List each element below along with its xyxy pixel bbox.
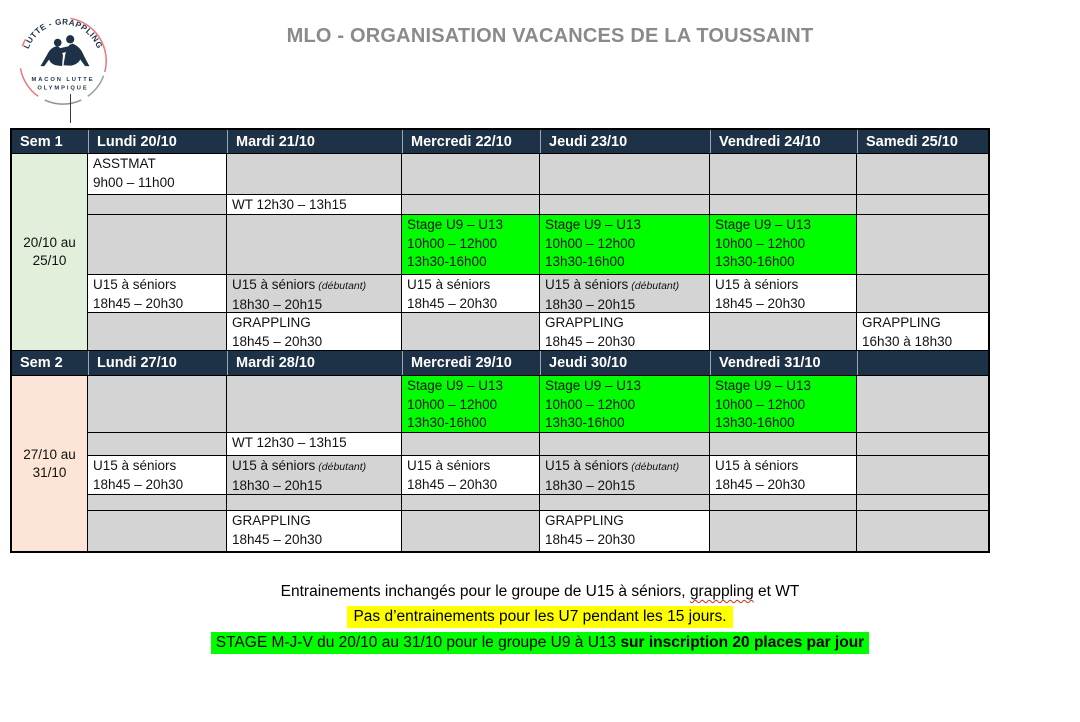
schedule-cell <box>88 215 226 274</box>
cell-text: 10h00 – 12h00 <box>545 396 636 412</box>
schedule-cell <box>540 313 709 350</box>
cell-line <box>232 314 401 333</box>
cell-text: 13h30-16h00 <box>545 415 625 430</box>
cell-line <box>407 377 539 396</box>
cell-text: 10h00 – 12h00 <box>407 235 498 251</box>
schedule-cell <box>710 275 856 312</box>
cell-line <box>232 276 401 296</box>
week-label: Sem 1 <box>12 130 87 153</box>
cell-line <box>545 396 709 415</box>
schedule-cell <box>710 215 856 274</box>
schedule-cell <box>857 456 988 494</box>
cell-text: 18h45 – 20h30 <box>232 531 323 547</box>
club-logo <box>15 10 111 106</box>
cell-line <box>545 235 709 254</box>
cell-line <box>407 253 539 272</box>
schedule-cell <box>710 195 856 214</box>
schedule-cell <box>88 376 226 432</box>
cell-text: 16h30 à 18h30 <box>862 333 953 349</box>
cell-line <box>407 295 539 313</box>
day-header: Vendredi 24/10 <box>710 130 856 153</box>
schedule-cell <box>857 495 988 510</box>
schedule-cell <box>857 275 988 312</box>
cell-line <box>407 235 539 254</box>
cell-line <box>407 414 539 432</box>
cell-line <box>862 333 988 351</box>
cell-line <box>715 295 856 313</box>
day-header: Lundi 20/10 <box>88 130 226 153</box>
cell-line <box>93 276 226 295</box>
cell-line <box>407 476 539 495</box>
note1-pre: Entrainements inchangés pour le groupe de U15 à séniors, <box>280 583 690 600</box>
week-range-line: 31/10 <box>32 464 67 480</box>
day-header: Mardi 21/10 <box>227 130 401 153</box>
schedule-cell <box>402 511 539 551</box>
cell-line <box>545 296 709 313</box>
cell-line <box>93 155 226 174</box>
wrestlers-icon <box>40 35 89 66</box>
cell-text: WT 12h30 – 13h15 <box>232 197 347 212</box>
schedule-cell <box>88 511 226 551</box>
schedule-cell <box>227 433 401 455</box>
cell-text: Stage U9 – U13 <box>545 217 642 232</box>
day-header: Samedi 25/10 <box>857 130 988 153</box>
schedule-cell <box>402 275 539 312</box>
note-unchanged-trainings <box>0 583 1080 601</box>
week-range-line: 20/10 au <box>23 235 76 250</box>
cell-line <box>715 476 856 495</box>
note3-highlight <box>211 632 869 654</box>
schedule-cell <box>710 433 856 455</box>
cell-text: 18h30 – 20h15 <box>545 477 636 493</box>
schedule-cell <box>227 195 401 214</box>
schedule-cell <box>402 456 539 494</box>
cell-text: 13h30-16h00 <box>407 254 487 269</box>
schedule-cell <box>540 433 709 455</box>
cell-text: Stage U9 – U13 <box>407 217 504 232</box>
cell-line <box>545 457 709 477</box>
week-header-row <box>12 130 988 153</box>
cell-line <box>232 296 401 313</box>
cell-text: 10h00 – 12h00 <box>715 235 806 251</box>
cell-text: GRAPPLING <box>232 513 311 528</box>
cell-text: U15 à séniors <box>93 277 177 292</box>
cell-line <box>93 457 226 476</box>
cell-text: U15 à séniors <box>545 277 629 292</box>
cell-text: 18h30 – 20h15 <box>232 296 323 312</box>
schedule-cell <box>540 215 709 274</box>
schedule-cell <box>540 456 709 494</box>
week-header-row <box>12 351 988 375</box>
cell-line <box>545 512 709 531</box>
cell-text: 18h45 – 20h30 <box>715 476 806 492</box>
schedule-cell <box>402 215 539 274</box>
schedule-cell <box>710 376 856 432</box>
cell-line <box>715 377 856 396</box>
schedule-cell <box>857 195 988 214</box>
schedule-cell <box>227 376 401 432</box>
cell-text: 18h45 – 20h30 <box>545 333 636 349</box>
cell-line <box>545 531 709 550</box>
day-header: Mercredi 29/10 <box>402 351 539 375</box>
cell-note: (débutant) <box>631 461 680 473</box>
note1-post: et WT <box>753 583 800 600</box>
cell-text: WT 12h30 – 13h15 <box>232 435 347 450</box>
cell-text: 18h45 – 20h30 <box>93 476 184 492</box>
cell-line <box>232 477 401 495</box>
cell-line <box>232 196 401 214</box>
schedule-cell <box>88 154 226 194</box>
cell-text: 18h30 – 20h15 <box>232 477 323 493</box>
schedule-cell <box>710 511 856 551</box>
cell-text: 10h00 – 12h00 <box>545 235 636 251</box>
cell-line <box>545 477 709 495</box>
logo-anchor-line <box>70 94 71 123</box>
cell-text: 13h30-16h00 <box>545 254 625 269</box>
cell-text: U15 à séniors <box>715 458 799 473</box>
schedule-cell <box>88 495 226 510</box>
schedule-cell <box>227 313 401 350</box>
cell-line <box>407 276 539 295</box>
cell-note: (débutant) <box>318 461 367 473</box>
day-header: Vendredi 31/10 <box>710 351 856 375</box>
cell-line <box>545 216 709 235</box>
note1-wavy-word: grappling <box>689 583 754 600</box>
cell-line <box>715 216 856 235</box>
cell-line <box>407 457 539 476</box>
schedule-cell <box>227 511 401 551</box>
cell-note: (débutant) <box>318 280 367 292</box>
note-no-u7 <box>0 608 1080 626</box>
cell-text: Stage U9 – U13 <box>545 378 642 393</box>
cell-line <box>715 396 856 415</box>
cell-text: U15 à séniors <box>715 277 799 292</box>
day-header: Lundi 27/10 <box>88 351 226 375</box>
cell-text: 18h45 – 20h30 <box>93 295 184 311</box>
cell-line <box>232 434 401 453</box>
schedule-cell <box>402 195 539 214</box>
note2-highlight: Pas d’entrainements pour les U7 pendant les 15 jours. <box>347 606 732 628</box>
cell-line <box>407 216 539 235</box>
logo-club-name-line2: OLYMPIQUE <box>37 85 89 92</box>
schedule-cell <box>857 376 988 432</box>
cell-text: GRAPPLING <box>862 315 941 330</box>
cell-text: 13h30-16h00 <box>715 415 795 430</box>
cell-text: U15 à séniors <box>93 458 177 473</box>
cell-text: ASSTMAT <box>93 156 156 171</box>
logo-arc-label: LUTTE - GRAPPLING <box>21 17 105 51</box>
week-body <box>12 376 988 551</box>
cell-line <box>407 396 539 415</box>
cell-line <box>715 414 856 432</box>
cell-text: 10h00 – 12h00 <box>407 396 498 412</box>
cell-line <box>862 314 988 333</box>
schedule-cell <box>227 495 401 510</box>
schedule-cell <box>88 275 226 312</box>
cell-text: 18h45 – 20h30 <box>232 333 323 349</box>
cell-line <box>93 174 226 193</box>
schedule-table <box>10 128 990 553</box>
cell-text: 18h45 – 20h30 <box>715 295 806 311</box>
week-range-cell <box>12 154 87 350</box>
cell-line <box>93 476 226 495</box>
schedule-cell <box>857 215 988 274</box>
schedule-cell <box>857 433 988 455</box>
cell-text: GRAPPLING <box>232 315 311 330</box>
schedule-cell <box>540 275 709 312</box>
schedule-cell <box>710 456 856 494</box>
cell-text: 13h30-16h00 <box>407 415 487 430</box>
schedule-cell <box>857 154 988 194</box>
schedule-cell <box>88 433 226 455</box>
schedule-cell <box>402 376 539 432</box>
schedule-cell <box>540 495 709 510</box>
cell-text: Stage U9 – U13 <box>407 378 504 393</box>
week-label: Sem 2 <box>12 351 87 375</box>
cell-line <box>715 276 856 295</box>
day-header: Jeudi 30/10 <box>540 351 709 375</box>
schedule-cell <box>402 433 539 455</box>
cell-line <box>232 531 401 550</box>
cell-text: U15 à séniors <box>232 277 316 292</box>
day-header: Mardi 28/10 <box>227 351 401 375</box>
schedule-cell <box>402 495 539 510</box>
cell-line <box>715 457 856 476</box>
note-stage-info <box>0 634 1080 652</box>
schedule-cell <box>227 456 401 494</box>
schedule-cell <box>710 495 856 510</box>
week-range-cell <box>12 376 87 551</box>
schedule-cell <box>88 313 226 350</box>
cell-line <box>545 414 709 432</box>
cell-line <box>232 512 401 531</box>
cell-line <box>545 276 709 296</box>
cell-text: U15 à séniors <box>232 458 316 473</box>
cell-line <box>545 253 709 272</box>
page-title: MLO - ORGANISATION VACANCES DE LA TOUSSAINT <box>286 25 814 47</box>
schedule-cell <box>540 154 709 194</box>
schedule-cell <box>227 275 401 312</box>
schedule-cell <box>857 511 988 551</box>
schedule-cell <box>402 154 539 194</box>
cell-text: U15 à séniors <box>407 277 491 292</box>
week-body <box>12 154 988 350</box>
day-header <box>857 351 988 375</box>
cell-text: 18h45 – 20h30 <box>407 476 498 492</box>
schedule-cell <box>227 215 401 274</box>
logo-club-name-line1: MACON LUTTE <box>31 77 95 84</box>
cell-text: 9h00 – 11h00 <box>93 174 175 190</box>
cell-text: GRAPPLING <box>545 513 624 528</box>
cell-text: 13h30-16h00 <box>715 254 795 269</box>
schedule-cell <box>857 313 988 350</box>
schedule-cell <box>540 376 709 432</box>
cell-line <box>545 314 709 333</box>
schedule-cell <box>710 313 856 350</box>
cell-line <box>232 457 401 477</box>
day-header: Jeudi 23/10 <box>540 130 709 153</box>
cell-line <box>545 377 709 396</box>
schedule-cell <box>88 195 226 214</box>
cell-text: U15 à séniors <box>545 458 629 473</box>
cell-line <box>715 253 856 272</box>
cell-text: Stage U9 – U13 <box>715 378 812 393</box>
cell-line <box>545 333 709 351</box>
cell-text: 18h45 – 20h30 <box>545 531 636 547</box>
schedule-cell <box>88 456 226 494</box>
week-range-line: 27/10 au <box>23 446 76 462</box>
cell-text: Stage U9 – U13 <box>715 217 812 232</box>
schedule-cell <box>540 511 709 551</box>
schedule-cell <box>227 154 401 194</box>
note3-bold: sur inscription 20 places par jour <box>620 634 865 651</box>
cell-line <box>715 235 856 254</box>
cell-text: 18h30 – 20h15 <box>545 296 636 312</box>
day-header: Mercredi 22/10 <box>402 130 539 153</box>
schedule-cell <box>710 154 856 194</box>
cell-note: (débutant) <box>631 280 680 292</box>
week-range-line: 25/10 <box>32 253 67 268</box>
cell-text: U15 à séniors <box>407 458 491 473</box>
cell-text: 18h45 – 20h30 <box>407 295 498 311</box>
cell-text: 10h00 – 12h00 <box>715 396 806 412</box>
schedule-cell <box>540 195 709 214</box>
cell-text: GRAPPLING <box>545 315 624 330</box>
cell-line <box>232 333 401 351</box>
schedule-cell <box>402 313 539 350</box>
cell-line <box>93 295 226 313</box>
note3-normal: STAGE M-J-V du 20/10 au 31/10 pour le groupe U9 à U13 <box>215 634 621 651</box>
